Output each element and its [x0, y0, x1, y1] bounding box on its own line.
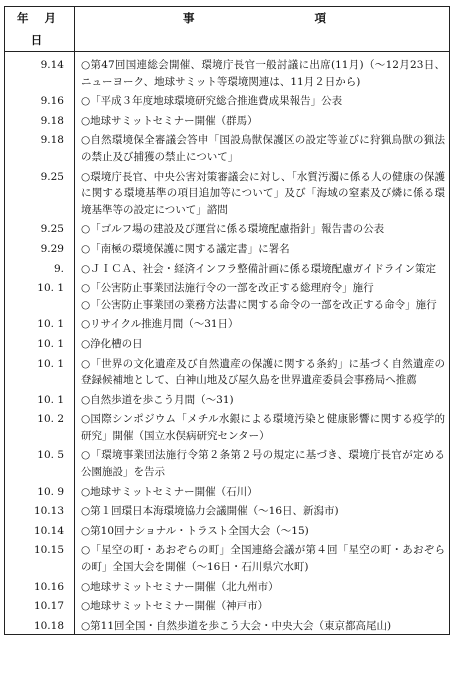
row-events — [75, 576, 450, 596]
row-events — [75, 444, 450, 480]
table-row — [5, 110, 450, 130]
event-text: ○「公害防止事業団の業務方法書に関する命令の一部を改正する命令」施行 — [81, 298, 437, 311]
row-events — [75, 110, 450, 130]
row-date: 9.14 — [5, 52, 75, 91]
row-events — [75, 615, 450, 635]
row-date: 10.18 — [5, 615, 75, 635]
table-row — [5, 408, 450, 444]
event-header-char-2: 項 — [314, 11, 326, 25]
event-text: ○地球サミットセミナー開催（北九州市） — [81, 580, 279, 593]
event-text: ○第11回全国・自然歩道を歩こう大会・中央大会（東京都高尾山) — [81, 619, 392, 632]
table-row — [5, 353, 450, 389]
row-events — [75, 238, 450, 258]
row-events — [75, 218, 450, 238]
row-events — [75, 481, 450, 501]
event-text: ○ＪＩＣＡ、社会・経済インフラ整備計画に係る環境配慮ガイドライン策定 — [81, 262, 437, 275]
event-text: ○「南極の環境保護に関する議定書」に署名 — [81, 242, 290, 255]
row-date: 9.18 — [5, 129, 75, 165]
event-text: ○「ゴルフ場の建設及び運営に係る環境配慮指針」報告書の公表 — [81, 223, 385, 236]
event-text: ○自然歩道を歩こう月間（～31) — [81, 393, 234, 406]
table-row — [5, 595, 450, 615]
row-events — [75, 353, 450, 389]
table-row — [5, 615, 450, 635]
row-date: 10. 1 — [5, 277, 75, 313]
table-row — [5, 258, 450, 278]
row-events — [75, 500, 450, 520]
event-text: ○「環境事業団法施行令第２条第２号の規定に基づき、環境庁長官が定める公園施設」を告示 — [81, 449, 445, 479]
chronology-rows — [5, 52, 450, 635]
row-date: 10. 1 — [5, 313, 75, 333]
row-events — [75, 539, 450, 575]
event-column-header — [75, 7, 450, 52]
table-row — [5, 313, 450, 333]
table-row — [5, 52, 450, 91]
event-text: ○第10回ナショナル・トラスト全国大会（～15) — [81, 524, 309, 537]
table-row — [5, 218, 450, 238]
table-row — [5, 90, 450, 110]
table-row — [5, 333, 450, 353]
table-row — [5, 238, 450, 258]
date-column-header: 年 月 日 — [5, 7, 75, 52]
event-text: ○地球サミットセミナー開催（石川） — [81, 485, 258, 498]
row-date: 10. 2 — [5, 408, 75, 444]
row-date: 9.29 — [5, 238, 75, 258]
event-text: ○「星空の町・あおぞらの町」全国連絡会議が第４回「星空の町・あおぞらの町」全国大会を開催（～16日・石川県穴水町) — [81, 544, 445, 574]
event-text: ○国際シンポジウム「メチル水銀による環境汚染と健康影響に関する疫学的研究」開催（国立水俣病研究センター） — [81, 413, 445, 442]
row-date: 10. 1 — [5, 353, 75, 389]
row-date: 9.18 — [5, 110, 75, 130]
table-row — [5, 389, 450, 409]
row-events — [75, 313, 450, 333]
row-date: 10. 9 — [5, 481, 75, 501]
row-events — [75, 258, 450, 278]
row-date: 9.25 — [5, 218, 75, 238]
row-events — [75, 520, 450, 540]
table-row — [5, 129, 450, 165]
row-date: 10.16 — [5, 576, 75, 596]
row-date: 9. — [5, 258, 75, 278]
row-date: 10.17 — [5, 595, 75, 615]
event-text: ○自然環境保全審議会答申「国設鳥獣保護区の設定等並びに狩猟鳥獣の猟法の禁止及び捕獲の禁止について」 — [81, 134, 445, 163]
row-events — [75, 277, 450, 313]
table-row — [5, 520, 450, 540]
row-events — [75, 389, 450, 409]
chronology-table — [4, 6, 450, 635]
event-header-char-1: 事 — [183, 11, 195, 25]
row-date: 10.13 — [5, 500, 75, 520]
row-date: 10. 1 — [5, 389, 75, 409]
row-events — [75, 90, 450, 110]
table-header-row — [5, 7, 450, 52]
row-events — [75, 595, 450, 615]
row-date: 10. 5 — [5, 444, 75, 480]
event-text: ○第１回環日本海環境協力会議開催（～16日、新潟市) — [81, 505, 339, 518]
row-date: 10.15 — [5, 539, 75, 575]
row-date: 9.25 — [5, 166, 75, 219]
table-row — [5, 166, 450, 219]
row-events — [75, 333, 450, 353]
table-row — [5, 444, 450, 480]
table-row — [5, 539, 450, 575]
row-events — [75, 52, 450, 91]
row-date: 10.14 — [5, 520, 75, 540]
row-date: 10. 1 — [5, 333, 75, 353]
row-events — [75, 166, 450, 219]
event-text: ○「公害防止事業団法施行令の一部を改正する総理府令」施行 — [81, 282, 374, 295]
table-row — [5, 500, 450, 520]
event-text: ○第47回国連総会開催、環境庁長官一般討議に出席(11月)（～12月23日、ニューヨーク、地球サミット等環境関連は、11月２日から) — [81, 59, 445, 88]
event-text: ○浄化槽の日 — [81, 337, 143, 350]
row-events — [75, 129, 450, 165]
event-text: ○地球サミットセミナー開催（群馬） — [81, 114, 258, 127]
row-date: 9.16 — [5, 90, 75, 110]
event-text: ○「世界の文化遺産及び自然遺産の保護に関する条約」に基づく自然遺産の登録候補地として、白神山地及び屋久島を世界遺産委員会事務局へ推薦 — [81, 357, 445, 387]
event-text: ○リサイクル推進月間（～31日） — [81, 318, 239, 331]
table-row — [5, 481, 450, 501]
row-events — [75, 408, 450, 444]
table-row — [5, 576, 450, 596]
event-text: ○「平成３年度地球環境研究総合推進費成果報告」公表 — [81, 95, 343, 108]
event-text: ○地球サミットセミナー開催（神戸市） — [81, 600, 269, 613]
table-row — [5, 277, 450, 313]
event-text: ○環境庁長官、中央公害対策審議会に対し、「水質汚濁に係る人の健康の保護に関する環境基準の項目追加等について」及び「海域の窒素及び燐に係る環境基準等の設定について」諮問 — [81, 170, 445, 216]
